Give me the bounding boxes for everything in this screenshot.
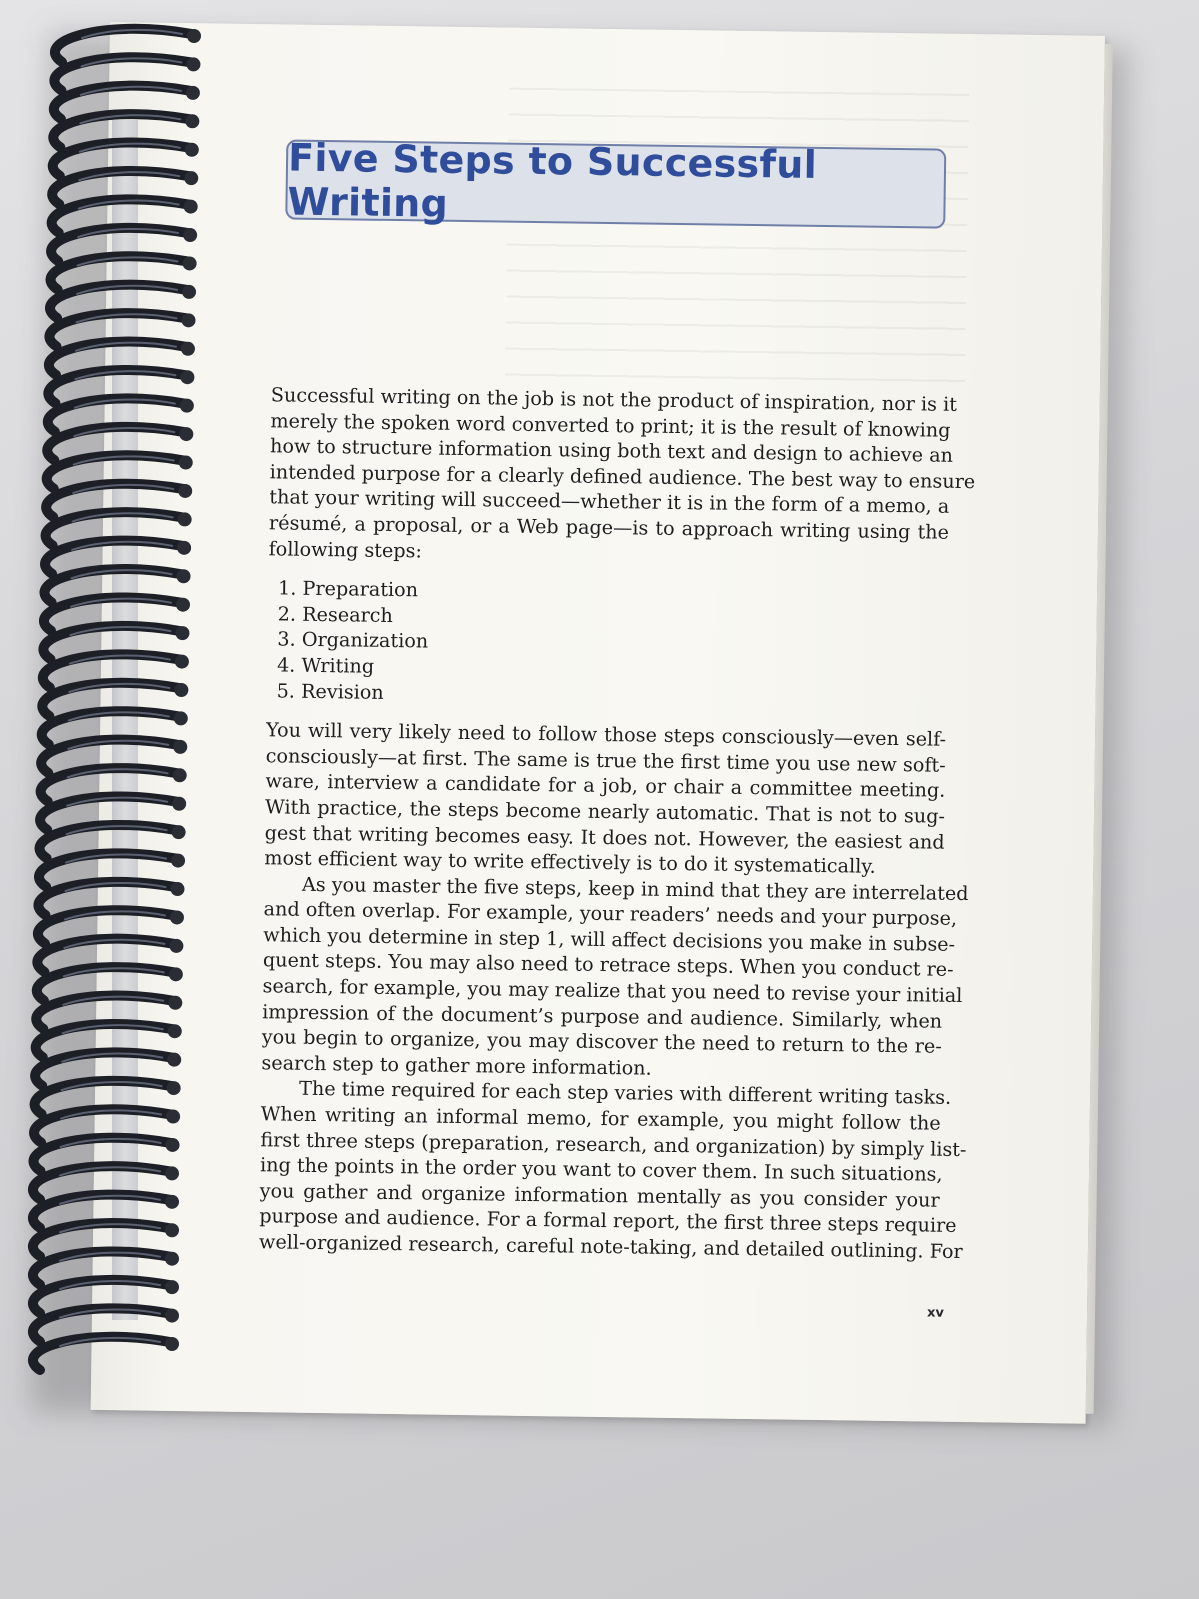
text-line: ware, interview a candidate for a job, or chair a committee meeting. <box>265 769 946 803</box>
text-line: which you determine in step 1, will affect decisions you make in subse- <box>263 923 956 956</box>
paragraph-3 <box>261 871 969 1085</box>
list-item: 3. Organization <box>277 627 429 653</box>
punch-hole <box>167 1081 181 1095</box>
text-line: you begin to organize, you may discover the need to return to the re- <box>261 1025 942 1058</box>
text-line: ing the points in the order you want to cover them. In such situations, <box>259 1153 943 1186</box>
intro-paragraph <box>268 382 976 571</box>
punch-hole <box>186 86 200 100</box>
punch-hole <box>178 512 192 526</box>
punch-hole <box>183 228 197 242</box>
list-item: 2. Research <box>277 602 394 627</box>
text-line: gest that writing becomes easy. It does not. However, the easiest and <box>264 820 945 854</box>
punch-hole <box>180 399 194 413</box>
text-line: that your writing will succeed—whether it is in the form of a memo, a <box>269 485 950 519</box>
punch-hole <box>169 939 183 953</box>
text-line: The time required for each step varies with different writing tasks. <box>298 1077 952 1110</box>
book-page <box>91 22 1105 1424</box>
show-through-text <box>505 88 969 394</box>
punch-hole <box>184 200 198 214</box>
punch-hole <box>165 1195 179 1209</box>
text-line: how to structure information using both text and design to achieve an <box>269 434 954 467</box>
punch-hole <box>173 768 187 782</box>
punch-hole <box>182 285 196 299</box>
punch-hole <box>187 29 201 43</box>
text-line: following steps: <box>268 536 423 562</box>
punch-hole <box>172 797 186 811</box>
punch-hole <box>179 427 193 441</box>
body-text <box>258 382 976 1264</box>
page-number: xv <box>926 1305 945 1321</box>
punch-hole <box>170 910 184 924</box>
punch-hole <box>169 967 183 981</box>
punch-hole <box>180 370 194 384</box>
list-item: 4. Writing <box>276 653 375 678</box>
punch-hole <box>182 313 196 327</box>
punch-hole <box>185 114 199 128</box>
punch-hole <box>185 143 199 157</box>
text-line: well-organized research, careful note-taking, and detailed outlining. For <box>258 1230 963 1264</box>
text-line: When writing an informal memo, for example, you might follow the <box>260 1102 941 1135</box>
text-line: you gather and organize information mentally as you consider your <box>259 1179 940 1212</box>
punch-hole <box>174 711 188 725</box>
coil-loop <box>33 1337 170 1370</box>
punch-hole <box>165 1280 179 1294</box>
punch-hole <box>165 1166 179 1180</box>
text-line: most efficient way to write effectively is to do it systematically. <box>264 846 876 878</box>
punch-hole <box>174 683 188 697</box>
punch-hole <box>167 1053 181 1067</box>
punch-hole <box>165 1252 179 1266</box>
text-line: first three steps (preparation, research, and organization) by simply list- <box>260 1127 967 1161</box>
title-box <box>285 135 946 228</box>
punch-hole <box>173 740 187 754</box>
steps-list <box>277 576 949 713</box>
text-line: impression of the document’s purpose and audience. Similarly, when <box>262 999 943 1033</box>
punch-hole <box>172 825 186 839</box>
punch-hole <box>184 171 198 185</box>
text-line: You will very likely need to follow those steps consciously—even self- <box>265 718 947 751</box>
punch-hole <box>171 854 185 868</box>
text-line: search, for example, you may realize that you need to revise your initial <box>262 974 963 1008</box>
list-item: 1. Preparation <box>277 576 419 602</box>
punch-hole <box>168 1024 182 1038</box>
text-line: and often overlap. For example, your readers’ needs and your purpose, <box>263 897 958 931</box>
punch-hole <box>175 655 189 669</box>
punch-hole <box>186 57 200 71</box>
punch-hole <box>165 1309 179 1323</box>
list-item: 5. Revision <box>276 678 384 704</box>
punch-hole <box>179 456 193 470</box>
text-line: As you master the five steps, keep in mind that they are interrelated <box>301 872 969 905</box>
punch-hole <box>166 1138 180 1152</box>
paragraph-2 <box>264 717 946 880</box>
punch-hole <box>183 256 197 270</box>
text-line: intended purpose for a clearly defined audience. The best way to ensure <box>269 460 976 493</box>
spiral-binding-icon <box>0 0 230 1599</box>
paragraph-4 <box>258 1076 967 1265</box>
text-line: purpose and audience. For a formal report, the first three steps require <box>259 1204 957 1238</box>
text-line: With practice, the steps become nearly automatic. That is not to sug- <box>264 795 946 828</box>
punch-hole <box>171 882 185 896</box>
punch-hole <box>168 996 182 1010</box>
text-line: merely the spoken word converted to print; it is the result of knowing <box>270 408 951 442</box>
text-line: consciously—at first. The same is true the first time you use new soft- <box>265 743 946 777</box>
punch-hole <box>177 541 191 555</box>
punch-hole <box>181 342 195 356</box>
punch-hole <box>175 626 189 640</box>
punch-hole <box>165 1337 179 1351</box>
text-line: résumé, a proposal, or a Web page—is to approach writing using the <box>268 511 950 544</box>
page-title: Five Steps to Successful Writing <box>287 135 818 226</box>
text-line: search step to gather more information. <box>261 1051 652 1080</box>
punch-hole <box>177 569 191 583</box>
punch-hole <box>178 484 192 498</box>
text-line: Successful writing on the job is not the product of inspiration, nor is it <box>270 383 958 416</box>
punch-hole <box>176 598 190 612</box>
text-line: quent steps. You may also need to retrace steps. When you conduct re- <box>262 948 954 982</box>
punch-hole <box>165 1223 179 1237</box>
punch-hole <box>166 1110 180 1124</box>
